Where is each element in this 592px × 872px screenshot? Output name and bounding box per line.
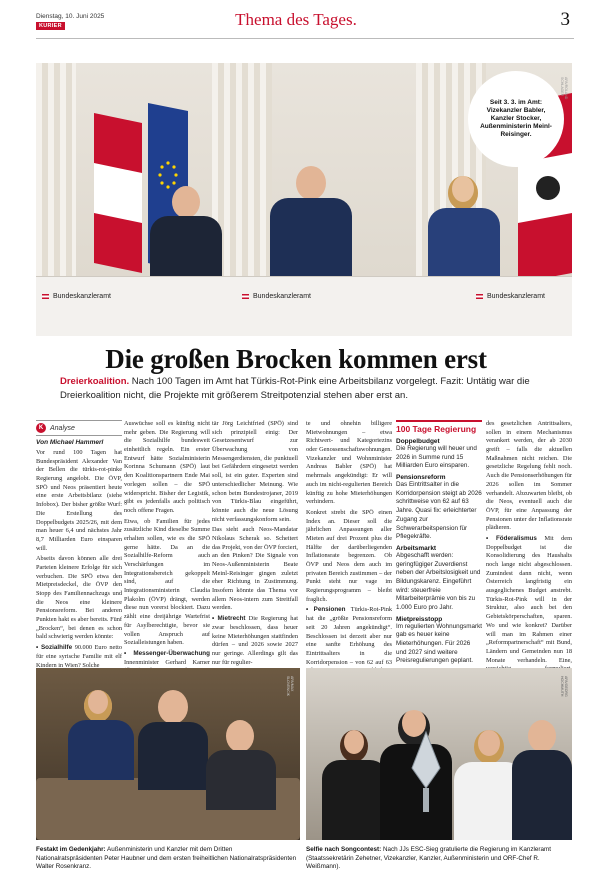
paragraph: [212, 615, 298, 667]
section-title: Thema des Tages.: [235, 10, 357, 29]
article-column-6: [486, 420, 572, 693]
article-headline: Die großen Brocken kommen erst: [105, 344, 487, 374]
infobox-text: Die Regierung will heuer und 2026 in Summe rund 15 Milliarden Euro einsparen.: [396, 445, 477, 470]
photo-credit: APA/GEORG HOCHMUTH: [560, 676, 568, 697]
person-orf-director: [512, 720, 572, 840]
eurovision-trophy-icon: [406, 728, 446, 818]
austrian-flag-left: [88, 113, 148, 283]
paragraph: te und ohnehin billigere Mietwohnungen – etwa Richtwert- und Kategoriezins oder Genossenschaftswohnungen. Vizekanzler und Wohnminister Andreas Babler (SPÖ) hat mehrmals angekündigt: Er will auch im nicht-regulierten Bereich künftig zu hohe Mieterhöhungen verhindern.: [306, 420, 392, 506]
bullet-text: Innenminister Gerhard Karner: [124, 658, 210, 666]
infobox-text: Im regulierten Wohnungsmarkt gab es heuer keine Mieterhöhungen. Für 2026 und 2027 sind weitere Preisregulierungen geplant.: [396, 622, 482, 665]
article-column-1: [36, 420, 122, 672]
standfirst-text: Nach 100 Tagen im Amt hat Türkis-Rot-Pink eine Arbeitsbilanz vorgelegt. Fazit: Untätig war die Dreierkoalition nicht, die Projekte mit größerem Streitpotenzial stehen aber erst an.: [60, 376, 530, 402]
newspaper-logo: KURIER: [36, 22, 65, 30]
paragraph: Das sieht auch Neos-Mandatar Nikolaus Scherak so. Scheitert das Projekt, von der ÖVP forciert, an den Pinken? Die Signale von Neos-Außenministerin Beate Meinl-Reisinger gingen zuletzt eher Richtung in Zustimmung. Insofern könnte das Thema vor allem Neos-intern zum Streitfall werden.: [212, 526, 298, 612]
photo-caption-bubble: Seit 3. 3. im Amt: Vizekanzler Babler, Kanzler Stocker, Außenministerin Meinl-Reisinger.: [468, 71, 564, 167]
paragraph: [36, 644, 122, 670]
paragraph: Vor rund 100 Tagen hat Bundespräsident Alexander Van der Bellen die türkis-rot-pinke Regierung angelobt. Die ÖVP, SPÖ und Neos präsentiert heute eine erste Arbeitsbilanz (siehe Infobox). Der bisher größte Wurf: Die Erstellung des Doppelbudgets 2025/26, mit dem man heuer 6,4 und nächstes Jahr 8,7 Milliarden Euro einsparen will.: [36, 449, 122, 552]
caption-text: Nach JJs ESC-Sieg gratulierte die Regierung im Kanzleramt (Staatssekretärin Zehetner, Vizekanzler, Kanzler, Außenministerin und ORF-Chef R. Weißmann).: [306, 846, 551, 870]
bullet-text: Türkis-Rot-Pink hat die „größte Pensionsreform seit 20 Jahren angekündigt“. Beschlossen ist derzeit aber nur eine sanfte Erhöhung des Eintrittsalters in die Korridorpension – von 62 auf 63: [306, 606, 392, 666]
person-vice-chancellor: [146, 186, 226, 276]
paragraph: des gesetzlichen Antrittsalters, sollen in einem Mechanismus verankert werden, der ab 2030 greift – falls die aktuellen Maßnahmen nicht reichen. Die gesetzliche Regelung fehlt noch. Auch die Pensionserhöhungen für 2026 sollen im Sommer verhandelt. Abzuwarten bleibt, ob die Neos, eventuell auch die ÖVP, für eine Anpassung der Pensionen unter der Inflationsrate plädieren.: [486, 420, 572, 532]
paragraph: Etwa, ob Familien für jedes zusätzliche Kind dieselbe Summe erhalten sollen, wie es die SPÖ gerne hätte. Da an die Sozialhilfe-Reform auch Verschärfungen im Integrationsbereich gekoppelt sind, auf die Integrationsministerin Claudia Plakolm (ÖVP) drängt, werden diese nun vorerst blockiert. Dazu zählt eine dreijährige Wartefrist für Asylberechtigte, bevor sie vollen Anspruch auf Sozialleistungen haben.: [124, 517, 210, 647]
analyse-tag: [36, 420, 122, 436]
infobox-heading: Pensionsreform: [396, 474, 446, 482]
person-chancellor: [136, 690, 210, 790]
bullet-label: • Pensionen: [306, 606, 346, 614]
kurier-k-icon: K: [36, 423, 46, 433]
bullet-label: • Sozialhilfe: [36, 644, 73, 652]
paragraph: Abseits davon können alle drei Parteien kleinere Erfolge für sich verbuchen. Die SPÖ etwa den Mietpreisdeckel, die ÖVP den Stopp des Familiennachzugs und die Neos eine kleinere Pensionsreform. Bei anderen Punkten hakt es aber bereits. Fünf „Brocken“, bei denen es schon bald schwierig werden könnte:: [36, 555, 122, 641]
lectern-label-right: Bundeskanzleramt: [476, 293, 545, 300]
infobox-heading: Arbeitsmarkt: [396, 544, 437, 552]
caption-kicker: Festakt im Gedenkjahr:: [36, 846, 106, 853]
article-column-4: [306, 420, 392, 695]
paragraph: tär Jörg Leichtfried (SPÖ) sind sich prinzipiell einig: Der Gesetzesentwurf zur Überwachung von Messengerdiensten, die punktuell bei Gefährdern eingesetzt werden soll, ist ein guter. Experten sind unterschiedlicher Meinung. Wie schon beim Bundestrojaner, 2019 von Türkis-Blau eingeführt, könnte auch die neue Lösung nicht verfassungskonform sein.: [212, 420, 298, 523]
infobox-text: Abgeschafft werden: geringfügiger Zuverdienst neben der Arbeitslosigkeit und Bildungskarenz. Eingeführt wird: steuerfreie Mitarbeiterprämie von bis zu 1.000 Euro pro Jahr.: [396, 551, 481, 611]
caption-kicker: Selfie nach Songcontest:: [306, 846, 382, 853]
person-foreign-minister: [66, 690, 136, 780]
bullet-label: • Mietrecht: [212, 615, 246, 623]
paragraph: Auswüchse soll es künftig nicht mehr geben. Die Regierung will die Sozialhilfe bundesweit einheitlich regeln. Ein erster Entwurf hätte Sozialministerin Korinna Schumann (SPÖ) laut den Koalitionspartnern Ende Mai vorlegen sollen – die SPÖ widerspricht. Bisher der Legistik, gibt es jedenfalls auch politisch noch offene Fragen.: [124, 420, 210, 514]
article-standfirst: [60, 375, 540, 404]
lectern-label-left: Bundeskanzleramt: [42, 293, 111, 300]
article-column-3: [212, 420, 298, 669]
person-foreign-minister: [424, 176, 504, 276]
byline: Von Michael Hammerl: [36, 439, 104, 446]
bullet-text: 90.000 Euro netto für eine syrische Familie mit elf Kindern in Wien? Solche: [36, 644, 122, 669]
page-header: [0, 0, 592, 44]
bottom-photo-parliament: [36, 668, 300, 840]
person-chancellor: [268, 166, 354, 276]
podium-table: [36, 276, 572, 336]
issue-date: Dienstag, 10. Juni 2025: [36, 13, 105, 20]
person-parliament-president: [204, 720, 278, 810]
photo-credit: APA/ROLAND SCHLAGER: [560, 77, 568, 100]
article-column-2: [124, 420, 210, 678]
caption-text: Außenministerin und Kanzler mit dem Dritten Nationalratspräsidenten Peter Haubner und dem ersten freiheitlichen Nationalratspräsidenten Walter Rosenkranz.: [36, 846, 297, 870]
infobox-heading: Mietpreisstopp: [396, 615, 443, 623]
infobox-title: 100 Tage Regierung: [396, 424, 477, 434]
photo-caption-parliament: [36, 846, 300, 872]
bullet-label: • Föderalismus: [486, 534, 537, 542]
photo-caption-selfie: [306, 846, 572, 872]
lectern-label-center: Bundeskanzleramt: [242, 293, 311, 300]
bullet-text: Die Regierung hat zwar beschlossen, dass heuer keine Mieterhöhungen stattfinden dürfen – und 2026 sowie 2027 nur geringe. Allerdings gilt das nur für regulier-: [212, 615, 298, 666]
header-divider: [36, 38, 574, 39]
infobox-text: Das Eintrittsalter in die Korridorpension steigt ab 2026 schrittweise von 62 auf 63 Jahre. Quasi fix: erleichterter Zugang zur Schwerarbeitspension für Pflegekräfte.: [396, 481, 482, 541]
top-photo-press-conference: [36, 63, 572, 336]
photo-credit: APA/MAX SLOVENCIK: [286, 676, 294, 697]
page-number: 3: [560, 9, 570, 30]
bullet-text: Mit dem Doppelbudget ist die Konsolidierung des Haushalts noch lange nicht abgeschlossen. Zumindest dann nicht, wenn Österreich langfristig ein ausgeglichenes Budget anstrebt. Türkis-Rot-Pink will in der Struktur, also auch bei den Gebietskörperschaften, sparen. Wo und wie konkret? Darüber will man im Rahmen einer „Reformpartnerschaft“ mit Bund, Ländern und Gemeinden nun 18 Monate verhandeln. Eine,: [486, 534, 572, 664]
infobox-100-days: [396, 420, 482, 667]
analyse-label: Analyse: [50, 424, 75, 432]
bullet-label: • Messenger-Überwachung: [124, 649, 210, 657]
standfirst-kicker: Dreierkoalition.: [60, 376, 130, 387]
infobox-heading: Doppelbudget: [396, 438, 440, 445]
bottom-photo-selfie: [306, 668, 572, 840]
paragraph: Konkret strebt die SPÖ einen Index an. Dieser soll die jährlichen Anpassungen aller Mieten auf drei Prozent plus die Hälfte der darüberliegenden Inflationsrate begrenzen. Ob ÖVP und Neos dem auch im privaten Bereich zustimmen – der Punkt steht nur vage im Regierungsprogramm – bleibt fraglich.: [306, 508, 392, 603]
